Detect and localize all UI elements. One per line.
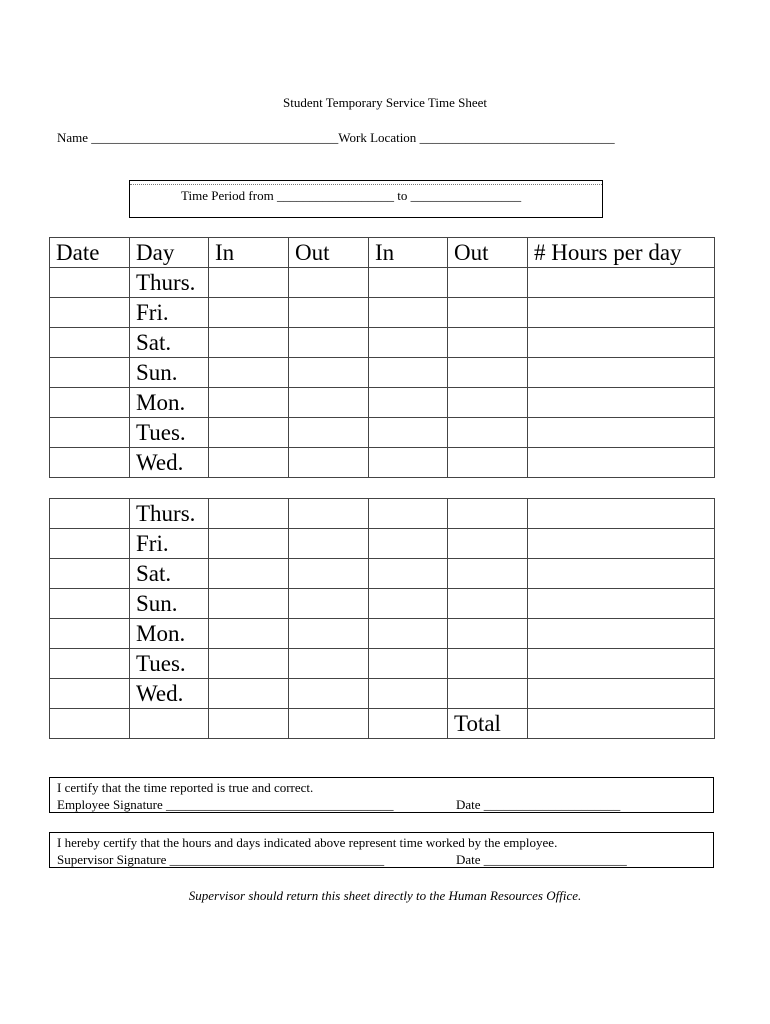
empty-cell [130, 709, 209, 739]
supervisor-date-label: Date [456, 852, 481, 867]
in-cell[interactable] [209, 589, 289, 619]
in-cell[interactable] [369, 388, 448, 418]
date-cell[interactable] [50, 388, 130, 418]
table-row [50, 328, 715, 358]
hours-cell[interactable] [528, 649, 715, 679]
hours-cell[interactable] [528, 499, 715, 529]
day-cell: Wed. [130, 448, 209, 478]
out-cell[interactable] [289, 529, 369, 559]
hours-cell[interactable] [528, 358, 715, 388]
out-cell[interactable] [289, 388, 369, 418]
in-cell[interactable] [209, 358, 289, 388]
table-row [50, 529, 715, 559]
date-cell[interactable] [50, 649, 130, 679]
hours-cell[interactable] [528, 448, 715, 478]
day-cell: Sat. [130, 328, 209, 358]
out-cell[interactable] [448, 388, 528, 418]
in-cell[interactable] [369, 619, 448, 649]
header-in-1: In [209, 238, 289, 268]
in-cell[interactable] [369, 529, 448, 559]
in-cell[interactable] [209, 619, 289, 649]
date-cell[interactable] [50, 448, 130, 478]
time-period-line [181, 188, 521, 204]
name-field[interactable]: ______________________________________ [91, 130, 339, 145]
in-cell[interactable] [369, 358, 448, 388]
time-period-box-dotted-rule [130, 181, 602, 185]
hours-cell[interactable] [528, 619, 715, 649]
in-cell[interactable] [209, 298, 289, 328]
header-day: Day [130, 238, 209, 268]
day-cell: Thurs. [130, 499, 209, 529]
out-cell[interactable] [289, 679, 369, 709]
header-hours-per-day: # Hours per day [528, 238, 715, 268]
header-out-1: Out [289, 238, 369, 268]
employee-date-group [456, 796, 620, 813]
out-cell[interactable] [448, 328, 528, 358]
supervisor-date-field[interactable]: ______________________ [483, 852, 627, 867]
out-cell[interactable] [289, 619, 369, 649]
time-period-label: Time Period from [181, 188, 274, 203]
in-cell[interactable] [369, 418, 448, 448]
day-cell: Fri. [130, 298, 209, 328]
date-cell[interactable] [50, 529, 130, 559]
day-cell: Sun. [130, 589, 209, 619]
out-cell[interactable] [448, 559, 528, 589]
empty-cell [50, 709, 130, 739]
footer-instruction: Supervisor should return this sheet directly to the Human Resources Office. [188, 888, 582, 903]
table-row [50, 448, 715, 478]
employee-signature-line [57, 796, 706, 813]
in-cell[interactable] [209, 679, 289, 709]
in-cell[interactable] [209, 418, 289, 448]
hours-cell[interactable] [528, 268, 715, 298]
employee-certification-box [49, 777, 714, 813]
table-row [50, 268, 715, 298]
table-header-row [50, 238, 715, 268]
date-cell[interactable] [50, 499, 130, 529]
in-cell[interactable] [209, 559, 289, 589]
supervisor-date-group [456, 851, 627, 868]
total-hours-cell[interactable] [528, 709, 715, 739]
hours-cell[interactable] [528, 679, 715, 709]
empty-cell [289, 709, 369, 739]
date-cell[interactable] [50, 418, 130, 448]
date-cell[interactable] [50, 679, 130, 709]
out-cell[interactable] [289, 499, 369, 529]
out-cell[interactable] [289, 559, 369, 589]
table-row [50, 589, 715, 619]
day-cell: Sun. [130, 358, 209, 388]
out-cell[interactable] [289, 358, 369, 388]
supervisor-certification-box [49, 832, 714, 868]
page-title: Student Temporary Service Time Sheet [283, 95, 487, 110]
supervisor-certification-statement: I hereby certify that the hours and days indicated above represent time worked by the employee. [57, 835, 558, 850]
in-cell[interactable] [209, 268, 289, 298]
out-cell[interactable] [448, 268, 528, 298]
out-cell[interactable] [289, 589, 369, 619]
in-cell[interactable] [369, 298, 448, 328]
time-period-to-label: to [397, 188, 408, 203]
day-cell: Thurs. [130, 268, 209, 298]
in-cell[interactable] [369, 559, 448, 589]
day-cell: Tues. [130, 649, 209, 679]
out-cell[interactable] [289, 328, 369, 358]
header-out-2: Out [448, 238, 528, 268]
hours-cell[interactable] [528, 529, 715, 559]
header-in-2: In [369, 238, 448, 268]
time-period-box [129, 180, 603, 218]
out-cell[interactable] [448, 589, 528, 619]
time-period-gap: __ [380, 188, 394, 203]
in-cell[interactable] [369, 589, 448, 619]
hours-cell[interactable] [528, 418, 715, 448]
table-row [50, 418, 715, 448]
hours-cell[interactable] [528, 589, 715, 619]
in-cell[interactable] [209, 328, 289, 358]
day-cell: Tues. [130, 418, 209, 448]
table-row [50, 559, 715, 589]
out-cell[interactable] [448, 418, 528, 448]
date-cell[interactable] [50, 298, 130, 328]
header-date: Date [50, 238, 130, 268]
table-row [50, 649, 715, 679]
table-row [50, 358, 715, 388]
date-cell[interactable] [50, 589, 130, 619]
time-period-to-field[interactable]: _________________ [410, 188, 522, 203]
table-row [50, 679, 715, 709]
out-cell[interactable] [289, 268, 369, 298]
employee-date-field[interactable]: _____________________ [483, 797, 621, 812]
out-cell[interactable] [289, 418, 369, 448]
empty-cell [369, 709, 448, 739]
table-row [50, 619, 715, 649]
time-period-from-field[interactable]: ________________ [276, 188, 381, 203]
supervisor-signature-line [57, 851, 706, 868]
in-cell[interactable] [369, 328, 448, 358]
employee-certification-statement: I certify that the time reported is true and correct. [57, 780, 314, 795]
out-cell[interactable] [289, 649, 369, 679]
name-label: Name [57, 130, 89, 145]
employee-signature-label: Employee Signature [57, 797, 163, 812]
in-cell[interactable] [209, 649, 289, 679]
out-cell[interactable] [448, 649, 528, 679]
out-cell[interactable] [289, 298, 369, 328]
date-cell[interactable] [50, 358, 130, 388]
hours-cell[interactable] [528, 388, 715, 418]
in-cell[interactable] [369, 268, 448, 298]
hours-cell[interactable] [528, 298, 715, 328]
employee-date-label: Date [456, 797, 481, 812]
out-cell[interactable] [448, 679, 528, 709]
total-row [50, 709, 715, 739]
out-cell[interactable] [448, 448, 528, 478]
supervisor-signature-label: Supervisor Signature [57, 852, 167, 867]
table-row [50, 499, 715, 529]
table-row [50, 388, 715, 418]
out-cell[interactable] [448, 619, 528, 649]
in-cell[interactable] [209, 529, 289, 559]
in-cell[interactable] [209, 388, 289, 418]
empty-cell [209, 709, 289, 739]
date-cell[interactable] [50, 328, 130, 358]
time-table-week-2 [49, 498, 715, 739]
table-row [50, 298, 715, 328]
time-table-week-1 [49, 237, 715, 478]
out-cell[interactable] [289, 448, 369, 478]
day-cell: Sat. [130, 559, 209, 589]
date-cell[interactable] [50, 268, 130, 298]
in-cell[interactable] [369, 649, 448, 679]
in-cell[interactable] [209, 448, 289, 478]
supervisor-signature-field[interactable]: _________________________________ [169, 852, 385, 867]
day-cell: Mon. [130, 619, 209, 649]
out-cell[interactable] [448, 499, 528, 529]
hours-cell[interactable] [528, 559, 715, 589]
in-cell[interactable] [369, 448, 448, 478]
day-cell: Mon. [130, 388, 209, 418]
day-cell: Fri. [130, 529, 209, 559]
out-cell[interactable] [448, 529, 528, 559]
out-cell[interactable] [448, 358, 528, 388]
in-cell[interactable] [369, 499, 448, 529]
employee-signature-field[interactable]: ___________________________________ [166, 797, 394, 812]
out-cell[interactable] [448, 298, 528, 328]
total-label: Total [448, 709, 528, 739]
date-cell[interactable] [50, 619, 130, 649]
in-cell[interactable] [369, 679, 448, 709]
date-cell[interactable] [50, 559, 130, 589]
work-location-label: Work Location [338, 130, 417, 145]
in-cell[interactable] [209, 499, 289, 529]
hours-cell[interactable] [528, 328, 715, 358]
work-location-field[interactable]: ______________________________ [419, 130, 615, 145]
day-cell: Wed. [130, 679, 209, 709]
name-work-location-line [57, 130, 615, 146]
